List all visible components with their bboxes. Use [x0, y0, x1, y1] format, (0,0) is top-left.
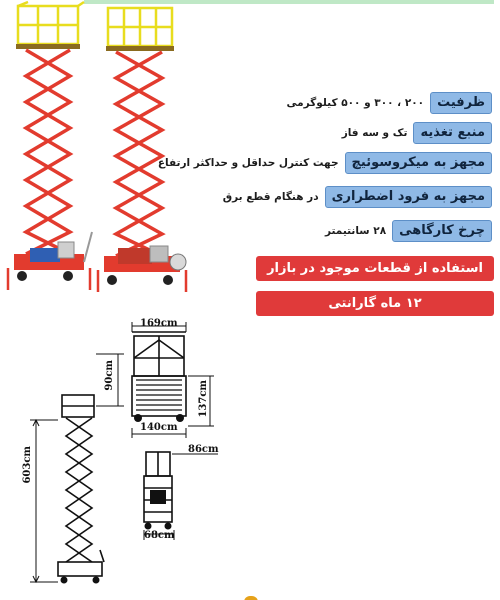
tall-lift-drawing — [58, 395, 104, 576]
side-view-motor — [150, 490, 166, 504]
spec-value: در هنگام قطع برق — [222, 191, 319, 203]
spec-label-chip: مجهز به میکروسوئیچ — [345, 152, 492, 174]
spec-row-wheel — [325, 220, 492, 242]
banner-standard-parts: استفاده از قطعات موجود در بازار — [256, 256, 494, 281]
spec-label-chip: منبع تغذیه — [413, 122, 492, 144]
spec-value: تک و سه فاز — [341, 127, 408, 139]
lift-2-guardrail — [108, 8, 172, 46]
spec-label-chip: چرخ کارگاهی — [392, 220, 492, 242]
decorative-dot — [244, 596, 258, 600]
dimension-total-height: 603cm — [22, 446, 33, 484]
dimension-top-width: 169cm — [140, 318, 178, 329]
lift-2-base — [98, 246, 186, 292]
lift-2-scissor-arms — [116, 52, 162, 256]
dimension-side-base-width: 68cm — [144, 530, 175, 541]
dimension-front-base-width: 140cm — [140, 422, 178, 433]
spec-row-microswitch — [158, 152, 492, 174]
scissor-lift-product-image — [0, 0, 250, 300]
spec-value: ۲۰۰ ، ۳۰۰ و ۵۰۰ کیلوگرمی — [286, 97, 425, 109]
spec-value: ۲۸ سانتیمتر — [324, 225, 387, 237]
dimension-platform-height: 90cm — [104, 360, 115, 391]
spec-label-chip: مجهز به فرود اضطراری — [325, 186, 492, 208]
spec-label-chip: ظرفیت — [430, 92, 492, 114]
banner-warranty: ۱۲ ماه گارانتی — [256, 291, 494, 316]
lift-1-guardrail — [18, 2, 84, 44]
spec-row-emergency-descent — [223, 186, 492, 208]
dimension-side-width: 86cm — [188, 444, 219, 455]
lift-1-scissor-arms — [26, 50, 70, 254]
front-view-scissor-fill — [136, 380, 182, 410]
spec-row-capacity — [287, 92, 492, 114]
side-view-drawing — [144, 452, 172, 522]
technical-drawings — [0, 310, 260, 600]
front-view-drawing — [132, 332, 186, 416]
dimension-front-height: 137cm — [198, 380, 209, 418]
spec-value: جهت کنترل حداقل و حداکثر ارتفاع — [157, 157, 339, 169]
spec-row-power-supply — [342, 122, 492, 144]
